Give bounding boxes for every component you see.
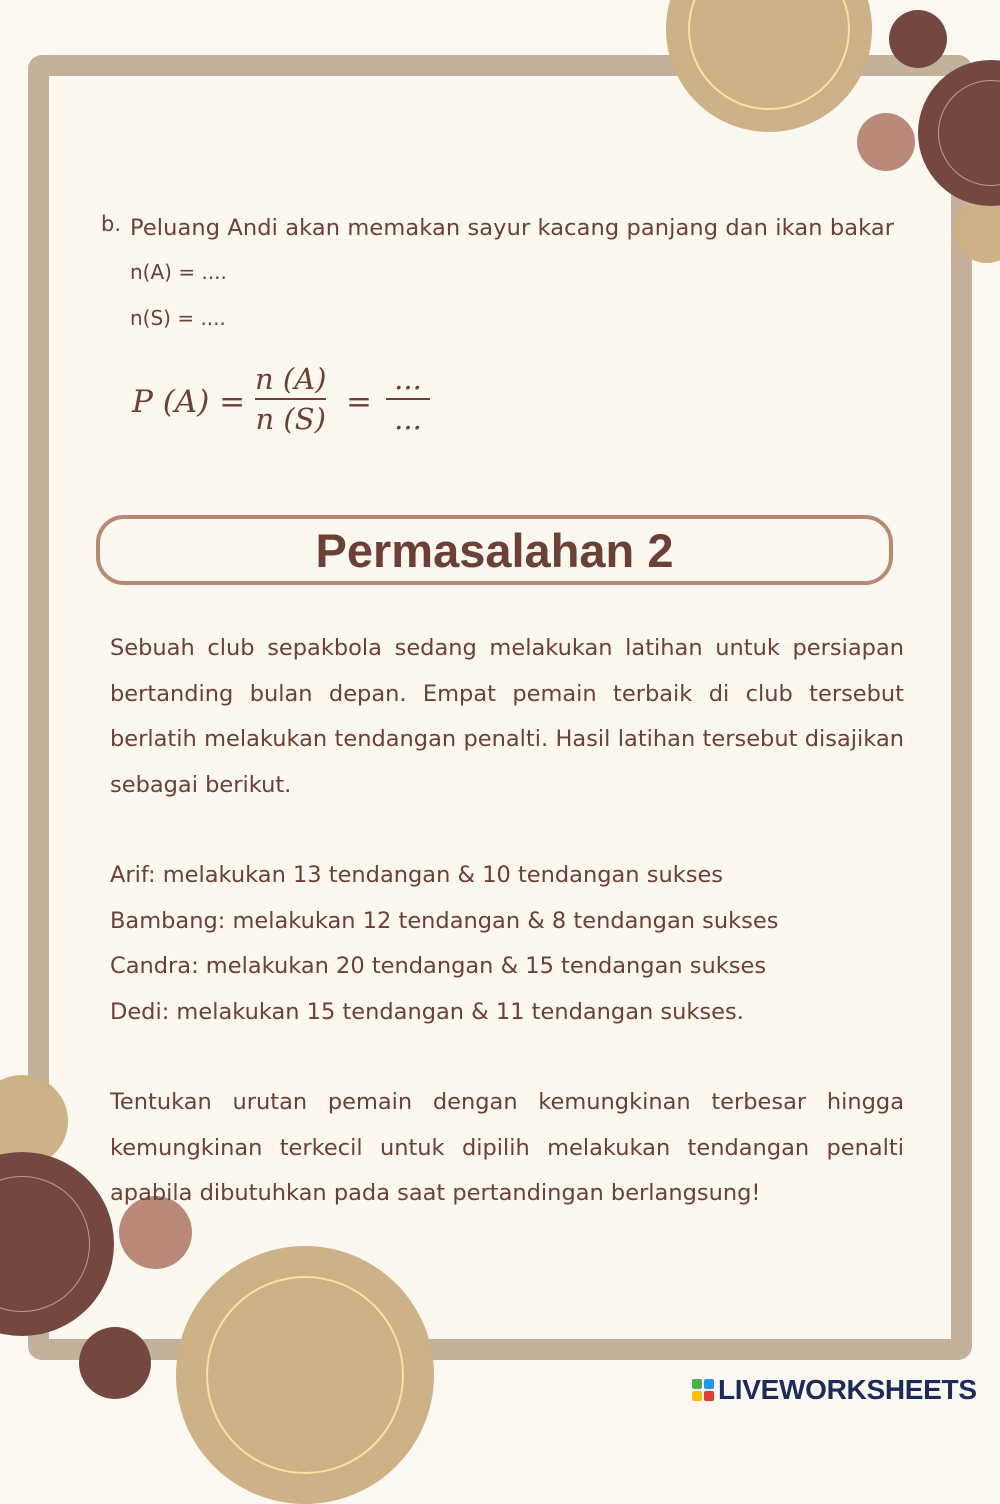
formula-denominator: n (S)	[255, 402, 326, 436]
decor-ring-bottom	[206, 1276, 404, 1474]
nS-line: n(S) = ....	[130, 306, 226, 330]
liveworksheets-logo[interactable]	[692, 1374, 977, 1406]
player-item-bambang: Bambang: melakukan 12 tendangan & 8 tendangan sukses	[110, 907, 779, 934]
logo-text: LIVEWORKSHEETS	[718, 1374, 977, 1405]
formula-fraction-bar	[255, 398, 326, 400]
decor-circle-rose-top	[857, 113, 915, 171]
formula-result-bar	[386, 398, 430, 400]
section-title: Permasalahan 2	[315, 523, 674, 577]
formula-result-denominator: ...	[394, 402, 422, 436]
formula-numerator: n (A)	[255, 362, 327, 396]
task-paragraph: Tentukan urutan pemain dengan kemungkinan terbesar hingga kemungkinan terkecil untuk dipilih melakukan tendangan penalti apabila dibutuhkan pada saat pertandingan berlangsung!	[110, 1089, 904, 1206]
player-item-candra: Candra: melakukan 20 tendangan & 15 tendangan sukses	[110, 953, 767, 979]
player-item-arif: Arif: melakukan 13 tendangan & 10 tendangan sukses	[110, 862, 724, 888]
liveworksheets-logo-icon	[692, 1379, 714, 1401]
formula-fraction	[255, 362, 326, 436]
formula-result-numerator: ...	[394, 362, 422, 396]
decor-circle-dark-small-top	[889, 10, 947, 68]
decor-circle-dark-small-bottom	[79, 1327, 151, 1399]
problem-b-marker: b.	[101, 212, 122, 236]
player-list	[110, 853, 778, 1035]
player-item-dedi: Dedi: melakukan 15 tendangan & 11 tendangan sukses.	[110, 998, 744, 1025]
intro-paragraph: Sebuah club sepakbola sedang melakukan latihan untuk persiapan bertanding bulan depan. Empat pemain terbaik di club tersebut berlatih melakukan tendangan penalti. Hasil latihan tersebut disajikan sebagai berikut.	[110, 635, 904, 798]
formula-lhs: P (A) =	[132, 384, 246, 420]
nA-line: n(A) = ....	[130, 260, 227, 284]
problem-b-question: Peluang Andi akan memakan sayur kacang panjang dan ikan bakar	[130, 215, 895, 241]
formula-result-fraction	[386, 362, 430, 436]
section-title-box	[96, 515, 893, 585]
formula-equals: =	[346, 384, 372, 420]
